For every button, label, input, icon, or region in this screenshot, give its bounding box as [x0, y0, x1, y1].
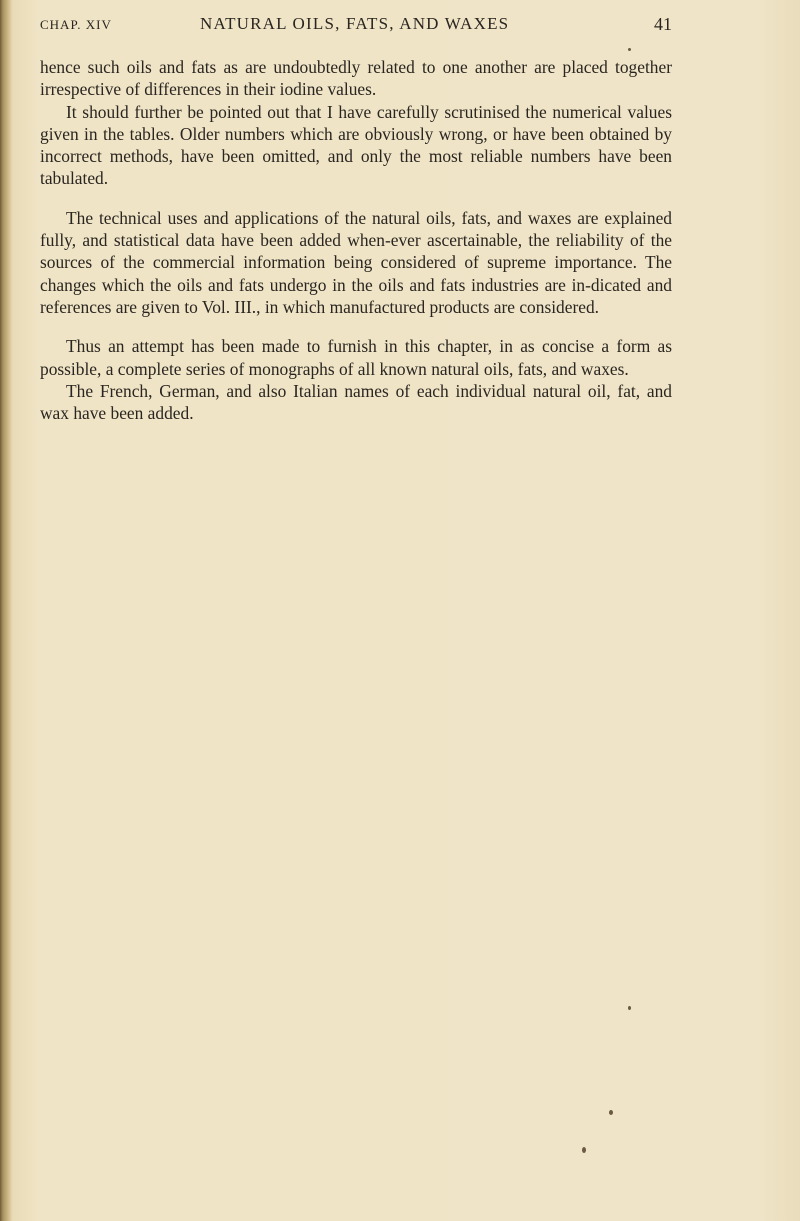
paragraph: The French, German, and also Italian names of each individual natural oil, fat, and wax have been added.	[40, 380, 672, 424]
paper-speck	[628, 48, 631, 51]
running-title: NATURAL OILS, FATS, AND WAXES	[200, 14, 510, 33]
paragraph: Thus an attempt has been made to furnish in this chapter, in as concise a form as possible, a complete series of monographs of all known natural oils, fats, and waxes.	[40, 336, 672, 379]
running-header	[40, 14, 672, 42]
paragraph: It should further be pointed out that I have carefully scrutinised the numerical values given in the tables. Older numbers which are obviously wrong, or have been obtained by incorrect methods, have been omitted, and only the most reliable numbers have been tabulated.	[40, 101, 672, 189]
paragraph: hence such oils and fats as are undoubtedly related to one another are placed together irrespective of differences in their iodine values.	[40, 57, 672, 100]
page-number: 41	[654, 14, 672, 34]
paper-speck	[582, 1147, 586, 1153]
chapter-label: CHAP. XIV	[40, 17, 112, 32]
paper-speck	[628, 1006, 631, 1010]
body-text	[40, 56, 672, 424]
paper-speck	[609, 1110, 613, 1115]
paragraph: The technical uses and applications of the natural oils, fats, and waxes are explained fully, and statistical data have been added when-ever ascertainable, the reliability of the sources of the commercial information being considered of supreme importance. The changes which the oils and fats undergo in the oils and fats industries are in-dicated and references are given to Vol. III., in which manufactured products are considered.	[40, 207, 672, 317]
book-spine-shadow	[0, 0, 12, 1221]
